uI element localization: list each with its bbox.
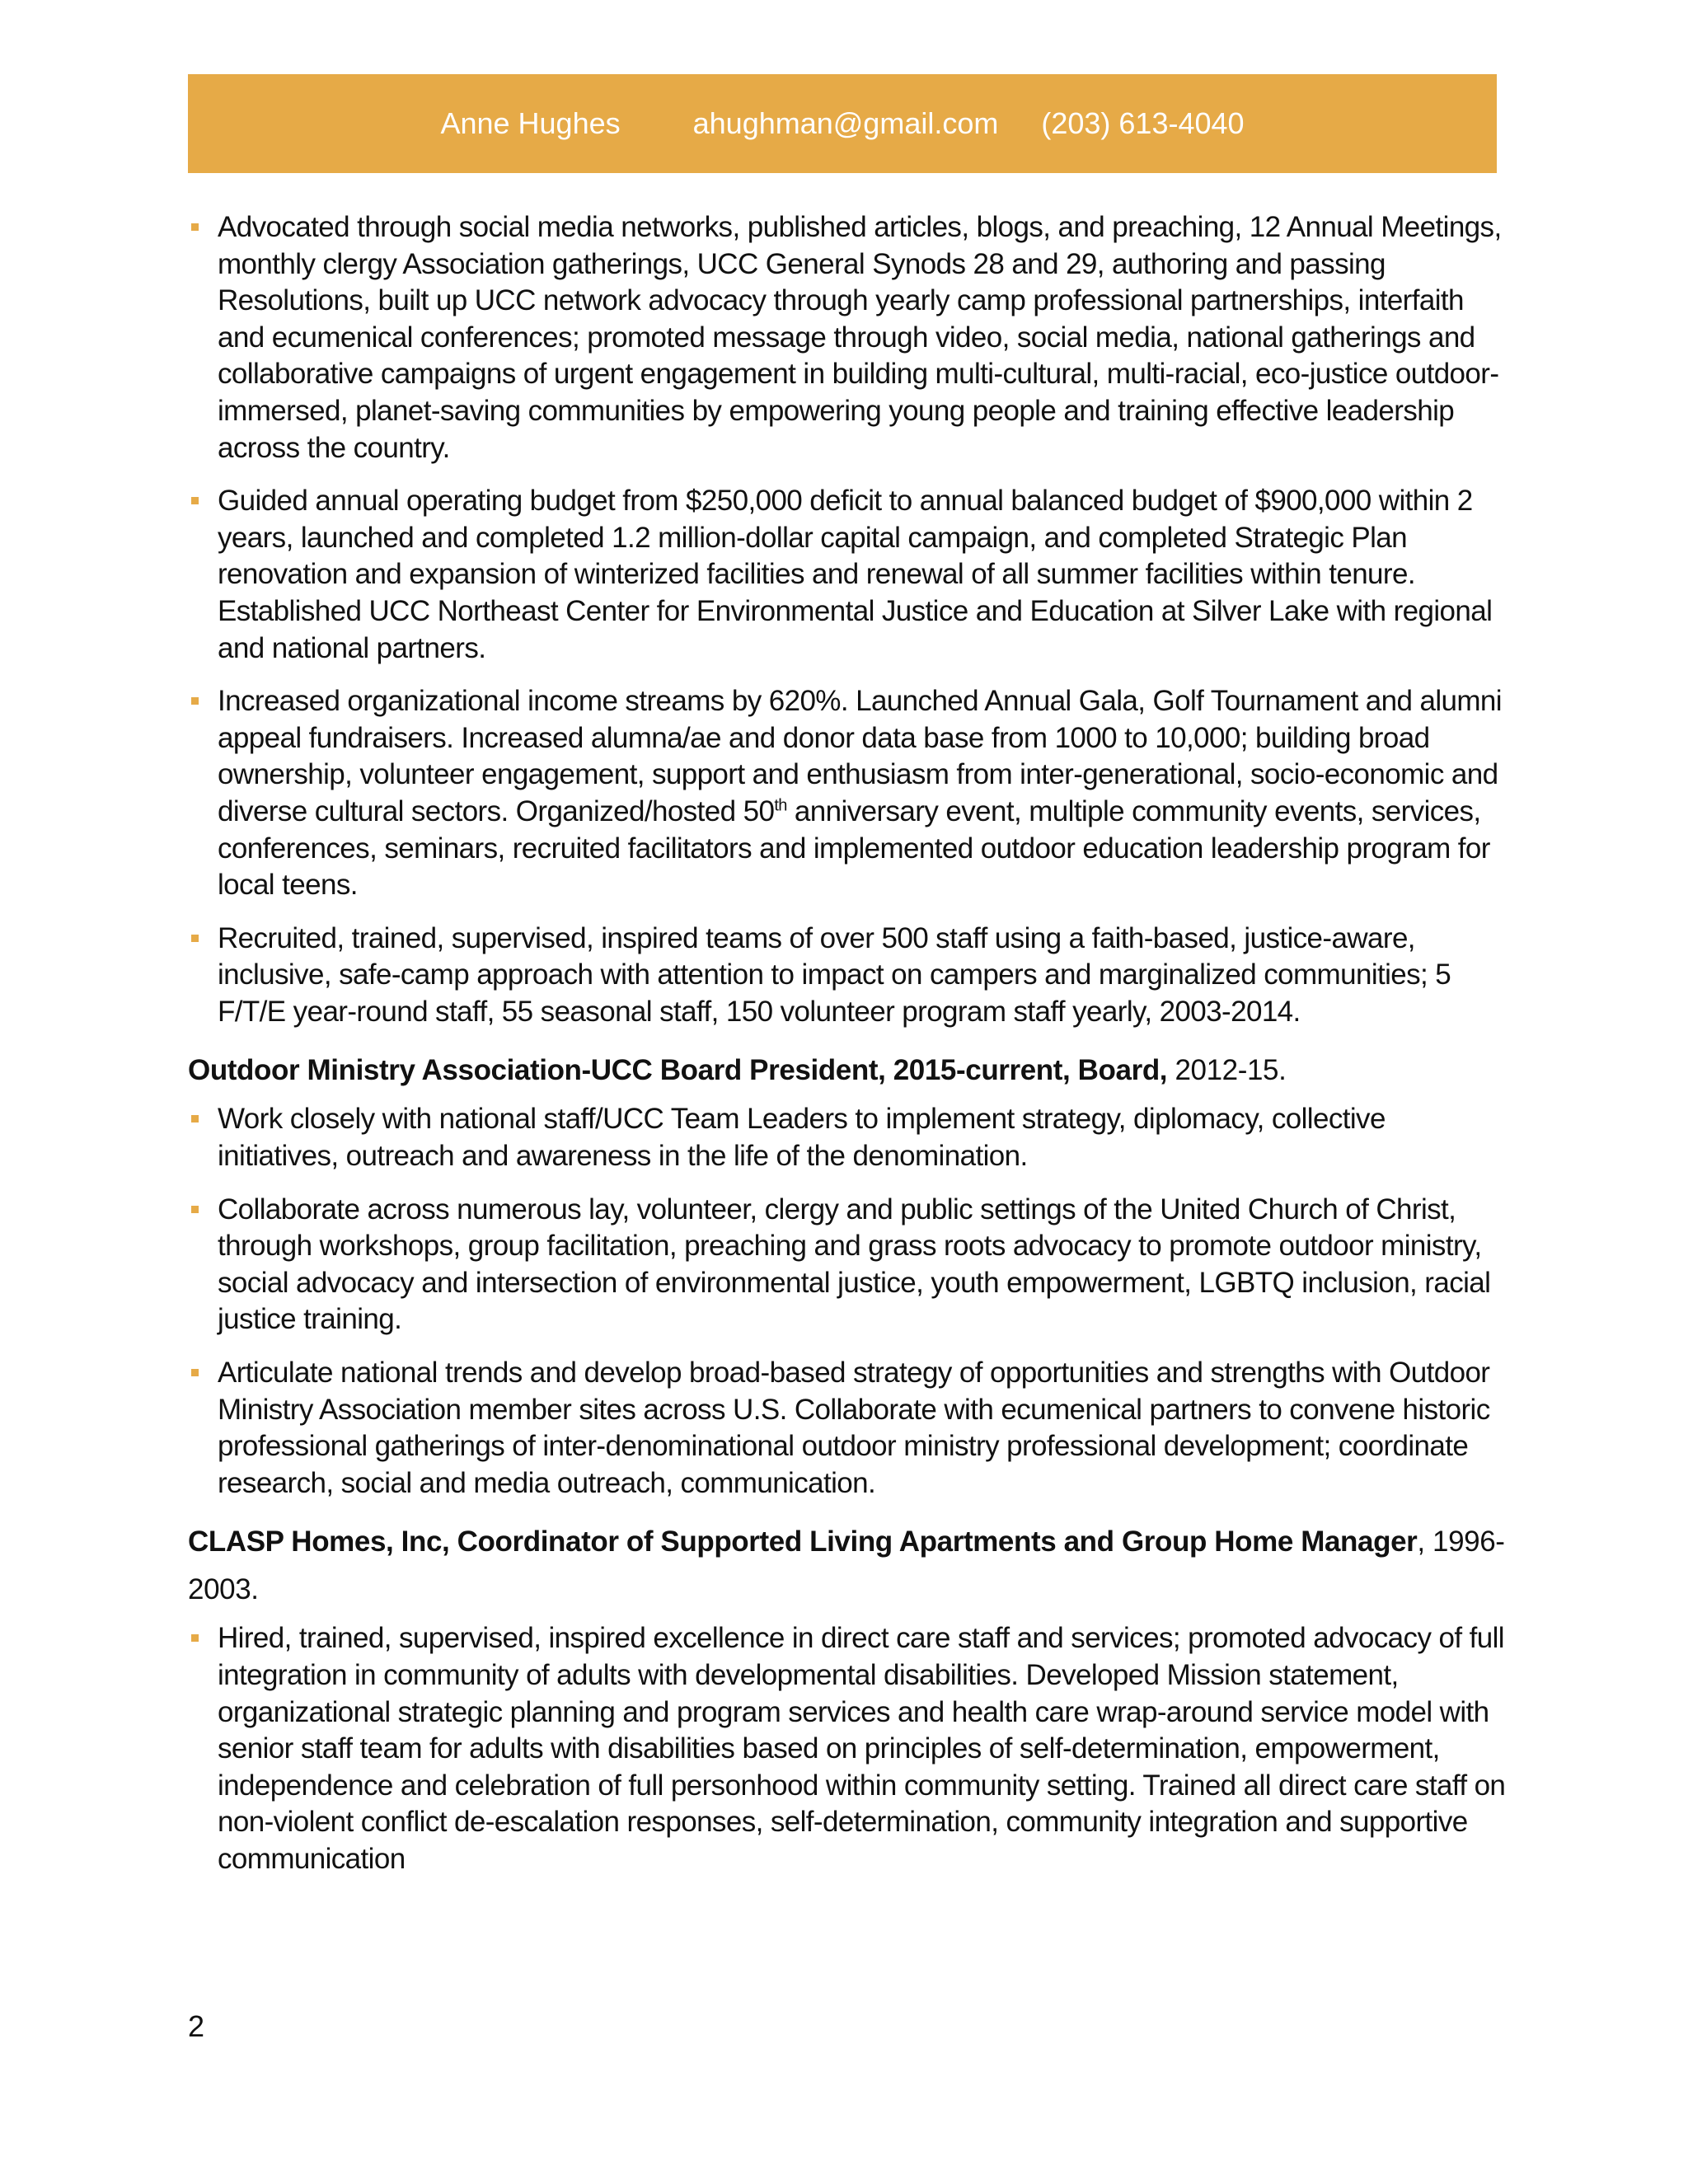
bullet-text: Work closely with national staff/UCC Team Leaders to implement strategy, diplomacy, collective initiatives, outreach and awareness in the life of the denomination. [218, 1103, 1386, 1173]
page-number: 2 [188, 2009, 205, 2043]
list-item [188, 1620, 1507, 1877]
section-heading-clasp [188, 1518, 1507, 1614]
heading-bold-text: Outdoor Ministry Association-UCC Board President, 2015-current, Board, [188, 1054, 1168, 1087]
ordinal-superscript: th [774, 796, 787, 815]
bullet-text: Guided annual operating budget from $250,000 deficit to annual balanced budget of $900,000 within 2 years, launched and completed 1.2 million-dollar capital campaign, and completed Strategic Plan renovation and expansion of winterized facilities and renewal of all summer facilities within tenure. Established UCC Northeast Center for Environmental Justice and Education at Silver Lake with regional and national partners. [218, 485, 1493, 664]
bullet-text: Hired, trained, supervised, inspired excellence in direct care staff and services; promoted advocacy of full integration in community of adults with developmental disabilities. Developed Mission statement, organizational strategic planning and program services and health care wrap-around service model with senior staff team for adults with disabilities based on principles of self-determination, empowerment, independence and celebration of full personhood within community setting. Trained all direct care staff on non-violent conflict de-escalation responses, self-determination, community integration and supportive communication [218, 1622, 1506, 1875]
header-name: Anne Hughes [440, 106, 621, 140]
resume-content [188, 209, 1507, 1895]
list-item [188, 483, 1507, 667]
square-bullet-icon [191, 223, 199, 231]
square-bullet-icon [191, 1634, 199, 1642]
header-phone: (203) 613-4040 [1041, 106, 1245, 140]
bullet-text-part: Increased organizational income streams by 620%. Launched Annual Gala, Golf Tournament and alumni appeal fundraisers. Increased alumna/ae and donor data base from 1000 to 10,000; building broad ownership, volunteer engagement, support and enthusiasm from inter-generational, socio-economic and diverse cultural sectors. Organized/hosted 50 [218, 685, 1502, 827]
square-bullet-icon [191, 935, 199, 942]
square-bullet-icon [191, 1206, 199, 1213]
list-item [188, 209, 1507, 466]
header-email: ahughman@gmail.com [692, 106, 999, 140]
bullet-text: Collaborate across numerous lay, volunteer, clergy and public settings of the United Church of Christ, through workshops, group facilitation, preaching and grass roots advocacy to promote outdoor ministry, social advocacy and intersection of environmental justice, youth empowerment, LGBTQ inclusion, racial justice training. [218, 1193, 1491, 1336]
clasp-bullets [188, 1620, 1507, 1877]
list-item [188, 1355, 1507, 1502]
square-bullet-icon [191, 697, 199, 705]
silver-lake-bullets [188, 209, 1507, 1030]
section-heading-oma [188, 1047, 1507, 1094]
square-bullet-icon [191, 497, 199, 504]
bullet-text: Advocated through social media networks, published articles, blogs, and preaching, 12 Annual Meetings, monthly clergy Association gatherings, UCC General Synods 28 and 29, authoring and passing Resolutions, built up UCC network advocacy through yearly camp professional partnerships, interfaith and ecumenical conferences; promoted message through video, social media, national gatherings and collaborative campaigns of urgent engagement in building multi-cultural, multi-racial, eco-justice outdoor-immersed, planet-saving communities by empowering young people and training effective leadership across the country. [218, 211, 1502, 464]
list-item [188, 683, 1507, 904]
list-item [188, 1101, 1507, 1174]
heading-dates: 2012-15. [1167, 1054, 1287, 1087]
bullet-text-part: anniversary event, multiple community events, services, conferences, seminars, recruited facilitators and implemented outdoor education leadership program for local teens. [218, 794, 1490, 902]
list-item [188, 921, 1507, 1031]
square-bullet-icon [191, 1369, 199, 1376]
square-bullet-icon [191, 1115, 199, 1122]
oma-bullets [188, 1101, 1507, 1502]
bullet-text: Recruited, trained, supervised, inspired teams of over 500 staff using a faith-based, justice-aware, inclusive, safe-camp approach with attention to impact on campers and marginalized communities; 5 F/T/E year-round staff, 55 seasonal staff, 150 volunteer program staff yearly, 2003-2014. [218, 921, 1451, 1028]
contact-header-bar [188, 74, 1497, 173]
heading-dates: , 1996-2003. [188, 1526, 1505, 1606]
heading-bold-text: CLASP Homes, Inc, Coordinator of Supported Living Apartments and Group Home Manager [188, 1526, 1418, 1558]
bullet-text: Articulate national trends and develop broad-based strategy of opportunities and strengths with Outdoor Ministry Association member sites across U.S. Collaborate with ecumenical partners to convene historic professional gatherings of inter-denominational outdoor ministry professional development; coordinate research, social and media outreach, communication. [218, 1357, 1490, 1499]
list-item [188, 1192, 1507, 1338]
